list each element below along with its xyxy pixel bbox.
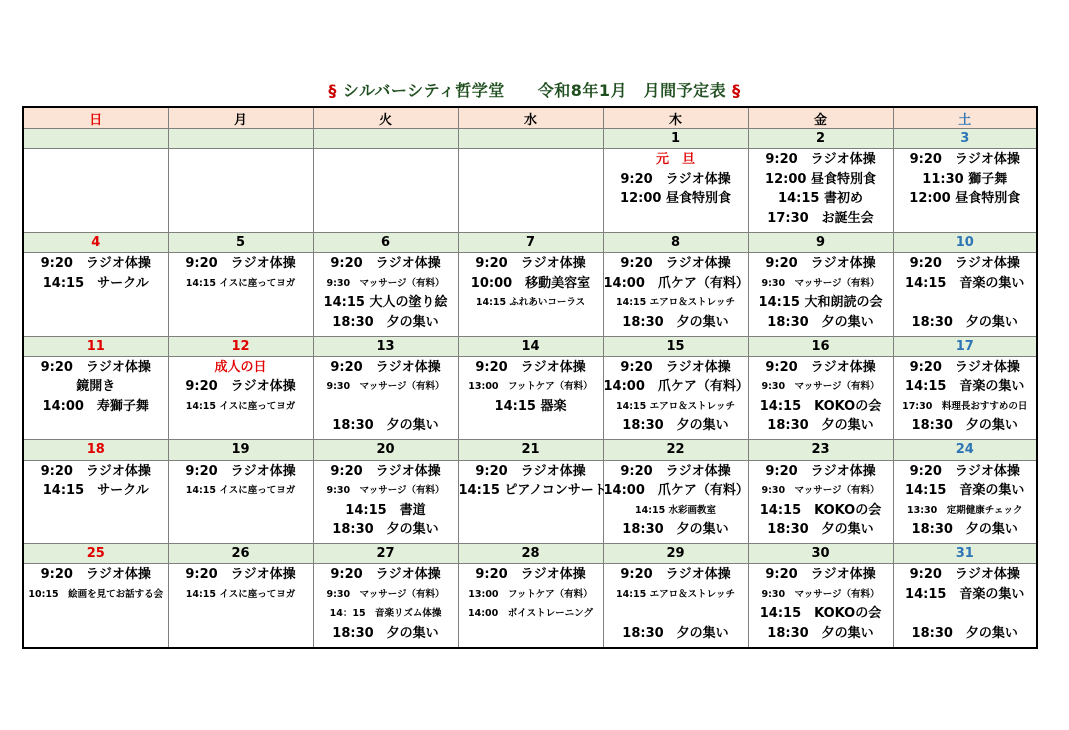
event-item: 9:20 ラジオ体操 [620,567,731,583]
event-item: 9:20 ラジオ体操 [909,359,1020,375]
event-item: 9:20 ラジオ体操 [40,359,151,375]
event-item: 9:20 ラジオ体操 [475,359,586,375]
day-cell [603,253,748,337]
day-cell [313,356,458,440]
event-item: 9:30 マッサージ（有料） [326,588,445,600]
event-item: 9:30 マッサージ（有料） [326,485,445,497]
day-cell [23,564,168,648]
event-item: 13:00 フットケア（有料） [468,588,593,600]
day-cell [748,356,893,440]
event-item: 18:30 夕の集い [622,625,729,641]
day-cell [893,564,1037,648]
date-row [23,232,1037,252]
day-cell [313,149,458,233]
event-item: 18:30 夕の集い [767,522,874,538]
date-row [23,544,1037,564]
event-item: 14:15 音楽の集い [905,275,1025,291]
day-cell [23,356,168,440]
event-item: 14:15 サークル [42,483,149,499]
weekday-sun: 日 [23,107,168,129]
date-number: 16 [748,336,893,356]
event-item: 14:15 KOKOの会 [759,398,882,414]
day-cell [748,149,893,233]
day-cell [603,460,748,544]
date-number: 28 [458,544,603,564]
event-item: 17:30 料理長おすすめの日 [902,400,1028,412]
event-spacer [604,604,748,624]
day-cell [748,253,893,337]
events-row [23,149,1037,233]
event-item: 9:20 ラジオ体操 [475,463,586,479]
event-item: 9:20 ラジオ体操 [909,152,1020,168]
event-item: 鏡開き [76,379,116,395]
monthly-calendar [22,106,1038,649]
date-number: 18 [23,440,168,460]
event-item: 18:30 夕の集い [332,314,439,330]
date-number: 8 [603,232,748,252]
date-number: 4 [23,232,168,252]
date-row [23,336,1037,356]
date-number [313,129,458,149]
event-item: 9:20 ラジオ体操 [765,359,876,375]
date-number [458,129,603,149]
event-item: 14:15 音楽の集い [905,379,1025,395]
event-item: 9:20 ラジオ体操 [620,359,731,375]
date-number: 29 [603,544,748,564]
event-item: 9:20 ラジオ体操 [185,379,296,395]
event-item: 14:15 大和朗読の会 [758,295,883,311]
date-number: 22 [603,440,748,460]
date-number: 9 [748,232,893,252]
day-cell [893,149,1037,233]
event-item: 9:20 ラジオ体操 [330,567,441,583]
day-cell [168,356,313,440]
event-item: 18:30 夕の集い [911,522,1018,538]
date-number: 25 [23,544,168,564]
event-item: 9:20 ラジオ体操 [909,256,1020,272]
event-item: 14:00 ボイストレーニング [468,608,593,620]
event-item: 9:20 ラジオ体操 [330,463,441,479]
event-item: 18:30 夕の集い [332,522,439,538]
event-item: 11:30 獅子舞 [922,171,1008,187]
event-item: 14：15 音楽リズム体操 [329,608,442,620]
event-item: 9:20 ラジオ体操 [185,463,296,479]
event-item: 9:20 ラジオ体操 [330,359,441,375]
event-item: 18:30 夕の集い [622,522,729,538]
date-number: 6 [313,232,458,252]
event-item: 14:15 KOKOの会 [759,606,882,622]
date-number: 19 [168,440,313,460]
event-item: 14:00 寿獅子舞 [42,398,149,414]
event-spacer [894,604,1037,624]
day-cell [748,564,893,648]
title-text: シルバーシティ哲学堂 令和8年1月 月間予定表 [342,81,727,100]
event-item: 9:20 ラジオ体操 [765,567,876,583]
event-item: 14:15 イスに座ってヨガ [185,400,296,412]
event-item: 14:15 書初め [778,191,863,207]
weekday-thu: 木 [603,107,748,129]
event-item: 9:20 ラジオ体操 [620,256,731,272]
event-item: 18:30 夕の集い [911,418,1018,434]
event-item: 9:20 ラジオ体操 [475,567,586,583]
event-item: 12:00 昼食特別食 [620,191,731,207]
event-item: 13:00 フットケア（有料） [468,381,593,393]
day-cell [893,356,1037,440]
event-item: 成人の日 [214,359,267,375]
events-row [23,253,1037,337]
date-number: 14 [458,336,603,356]
date-row [23,440,1037,460]
date-number [23,129,168,149]
event-item: 14:15 水彩画教室 [634,504,717,516]
event-item: 18:30 夕の集い [911,625,1018,641]
event-item: 18:30 夕の集い [767,314,874,330]
event-item: 9:20 ラジオ体操 [909,463,1020,479]
event-item: 18:30 夕の集い [332,625,439,641]
event-spacer [314,397,458,417]
event-item: 18:30 夕の集い [622,418,729,434]
event-item: 18:30 夕の集い [767,418,874,434]
event-item: 10:00 移動美容室 [470,275,591,291]
day-cell [893,253,1037,337]
event-item: 9:20 ラジオ体操 [620,171,731,187]
event-item: 14:15 エアロ＆ストレッチ [616,588,735,600]
event-item: 9:30 マッサージ（有料） [326,277,445,289]
event-item: 9:30 マッサージ（有料） [761,485,880,497]
event-item: 14:15 サークル [42,275,149,291]
event-item: 18:30 夕の集い [911,314,1018,330]
event-item: 9:30 マッサージ（有料） [326,381,445,393]
event-item: 9:20 ラジオ体操 [620,463,731,479]
event-item: 9:30 マッサージ（有料） [761,381,880,393]
event-item: 14:15 イスに座ってヨガ [185,277,296,289]
day-cell [458,564,603,648]
event-item: 14:15 大人の塗り絵 [323,295,448,311]
event-item: 14:00 爪ケア（有料） [603,275,749,291]
date-number: 11 [23,336,168,356]
date-number: 21 [458,440,603,460]
event-item: 9:20 ラジオ体操 [40,567,151,583]
day-cell [23,253,168,337]
date-number: 5 [168,232,313,252]
event-item: 14:15 イスに座ってヨガ [185,588,296,600]
weekday-mon: 月 [168,107,313,129]
events-row [23,564,1037,648]
event-item: 9:20 ラジオ体操 [765,463,876,479]
event-item: 14:15 エアロ＆ストレッチ [616,297,735,309]
date-number: 2 [748,129,893,149]
event-item: 9:20 ラジオ体操 [765,256,876,272]
event-item: 17:30 お誕生会 [767,210,874,226]
event-item: 9:20 ラジオ体操 [40,463,151,479]
day-cell [313,253,458,337]
event-item: 9:30 マッサージ（有料） [761,588,880,600]
event-item: 9:20 ラジオ体操 [185,256,296,272]
event-item: 14:15 ピアノコンサート [458,483,607,499]
day-cell [168,149,313,233]
event-item: 14:15 音楽の集い [905,586,1025,602]
event-item: 9:20 ラジオ体操 [40,256,151,272]
section-mark-left: § [328,81,337,100]
weekday-header-row [23,107,1037,129]
day-cell [23,460,168,544]
day-cell [748,460,893,544]
event-item: 14:15 エアロ＆ストレッチ [616,400,735,412]
date-number: 20 [313,440,458,460]
date-number: 27 [313,544,458,564]
event-item: 14:15 器楽 [494,398,567,414]
event-item: 14:15 イスに座ってヨガ [185,485,296,497]
date-row [23,129,1037,149]
event-item: 18:30 夕の集い [622,314,729,330]
date-number: 10 [893,232,1037,252]
event-item: 9:20 ラジオ体操 [765,152,876,168]
date-number [168,129,313,149]
weekday-wed: 水 [458,107,603,129]
date-number: 7 [458,232,603,252]
event-item: 9:20 ラジオ体操 [475,256,586,272]
date-number: 13 [313,336,458,356]
event-item: 14:15 KOKOの会 [759,502,882,518]
date-number: 30 [748,544,893,564]
event-item: 元 旦 [655,152,695,168]
event-item: 14:00 爪ケア（有料） [603,379,749,395]
date-number: 1 [603,129,748,149]
weekday-fri: 金 [748,107,893,129]
event-item: 18:30 夕の集い [332,418,439,434]
event-item: 12:00 昼食特別食 [765,171,876,187]
day-cell [458,149,603,233]
day-cell [458,356,603,440]
day-cell [603,356,748,440]
event-item: 9:20 ラジオ体操 [185,567,296,583]
weekday-sat: 土 [893,107,1037,129]
event-item: 14:15 音楽の集い [905,483,1025,499]
page-title [0,78,1069,101]
event-item: 14:15 書道 [345,502,426,518]
weekday-tue: 火 [313,107,458,129]
day-cell [168,460,313,544]
day-cell [313,460,458,544]
day-cell [23,149,168,233]
date-number: 26 [168,544,313,564]
event-item: 9:20 ラジオ体操 [330,256,441,272]
date-number: 24 [893,440,1037,460]
event-item: 10:15 絵画を見てお話する会 [28,588,164,600]
date-number: 12 [168,336,313,356]
section-mark-right: § [732,81,741,100]
date-number: 23 [748,440,893,460]
day-cell [603,564,748,648]
events-row [23,356,1037,440]
event-item: 18:30 夕の集い [767,625,874,641]
day-cell [168,253,313,337]
day-cell [313,564,458,648]
event-item: 14:00 爪ケア（有料） [603,483,749,499]
date-number: 31 [893,544,1037,564]
day-cell [458,253,603,337]
event-item: 9:20 ラジオ体操 [909,567,1020,583]
day-cell [458,460,607,544]
event-item: 12:00 昼食特別食 [909,191,1021,207]
day-cell [168,564,313,648]
event-item: 9:30 マッサージ（有料） [761,277,880,289]
day-cell [893,460,1037,544]
events-row [23,460,1037,544]
date-number: 3 [893,129,1037,149]
date-number: 15 [603,336,748,356]
date-number: 17 [893,336,1037,356]
event-item: 14:15 ふれあいコーラス [475,297,586,309]
event-item: 13:30 定期健康チェック [907,504,1023,516]
day-cell [603,149,748,233]
event-spacer [894,293,1037,313]
